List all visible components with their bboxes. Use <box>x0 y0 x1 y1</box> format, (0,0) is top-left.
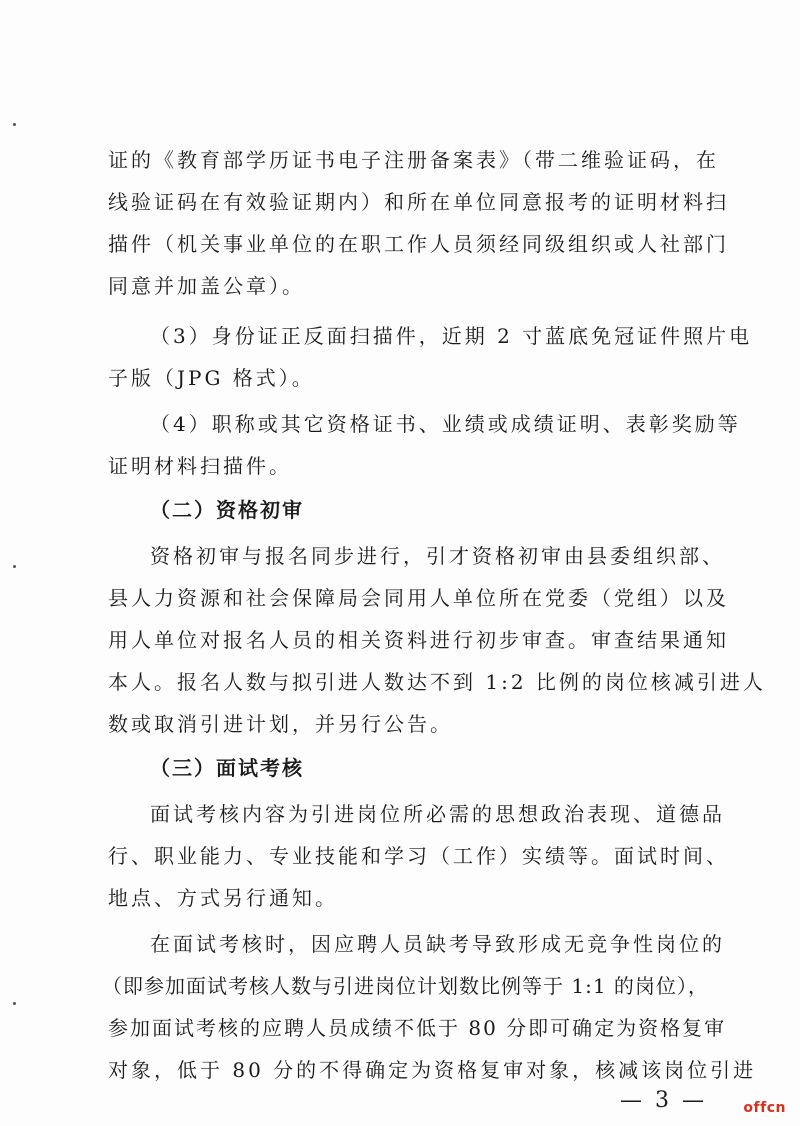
text-line: 资格初审与报名同步进行，引才资格初审由县委组织部、 <box>150 544 725 568</box>
text-line: 行、职业能力、专业技能和学习（工作）实绩等。面试时间、 <box>108 844 729 868</box>
text-line: 描件（机关事业单位的在职工作人员须经同级组织或人社部门 <box>108 232 729 256</box>
text-line: 数或取消引进计划，并另行公告。 <box>108 712 453 736</box>
text-line: 用人单位对报名人员的相关资料进行初步审查。审查结果通知 <box>108 628 729 652</box>
page-number: — 3 — <box>620 1088 707 1113</box>
text-line: （3）身份证正反面扫描件，近期 2 寸蓝底免冠证件照片电 <box>150 324 753 348</box>
text-line: （4）职称或其它资格证书、业绩或成绩证明、表彰奖励等 <box>150 412 741 436</box>
text-line: 对象，低于 80 分的不得确定为资格复审对象，核减该岗位引进 <box>108 1058 757 1082</box>
section-heading: （二）资格初审 <box>150 498 304 522</box>
text-line: 县人力资源和社会保障局会同用人单位所在党委（党组）以及 <box>108 586 729 610</box>
text-line: 面试考核内容为引进岗位所必需的思想政治表现、道德品 <box>150 802 725 826</box>
text-line: （即参加面试考核人数与引进岗位计划数比例等于 1:1 的岗位）， <box>102 974 709 998</box>
text-line: 子版（JPG 格式）。 <box>108 366 315 390</box>
scan-dot <box>13 123 16 126</box>
text-line: 证明材料扫描件。 <box>108 454 292 478</box>
text-line: 参加面试考核的应聘人员成绩不低于 80 分即可确定为资格复审 <box>108 1016 727 1040</box>
scan-dot <box>13 565 16 568</box>
text-line: 在面试考核时，因应聘人员缺考导致形成无竞争性岗位的 <box>150 932 725 956</box>
text-line: 同意并加盖公章）。 <box>108 274 305 298</box>
text-line: 地点、方式另行通知。 <box>108 886 338 910</box>
section-heading: （三）面试考核 <box>150 756 304 780</box>
text-line: 证的《教育部学历证书电子注册备案表》（带二维验证码，在 <box>108 148 719 172</box>
text-line: 本人。报名人数与拟引进人数达不到 1:2 比例的岗位核减引进人 <box>108 670 766 694</box>
watermark-logo: offcn <box>743 1100 786 1116</box>
scan-dot <box>13 1002 16 1005</box>
text-line: 线验证码在有效验证期内）和所在单位同意报考的证明材料扫 <box>108 190 729 214</box>
